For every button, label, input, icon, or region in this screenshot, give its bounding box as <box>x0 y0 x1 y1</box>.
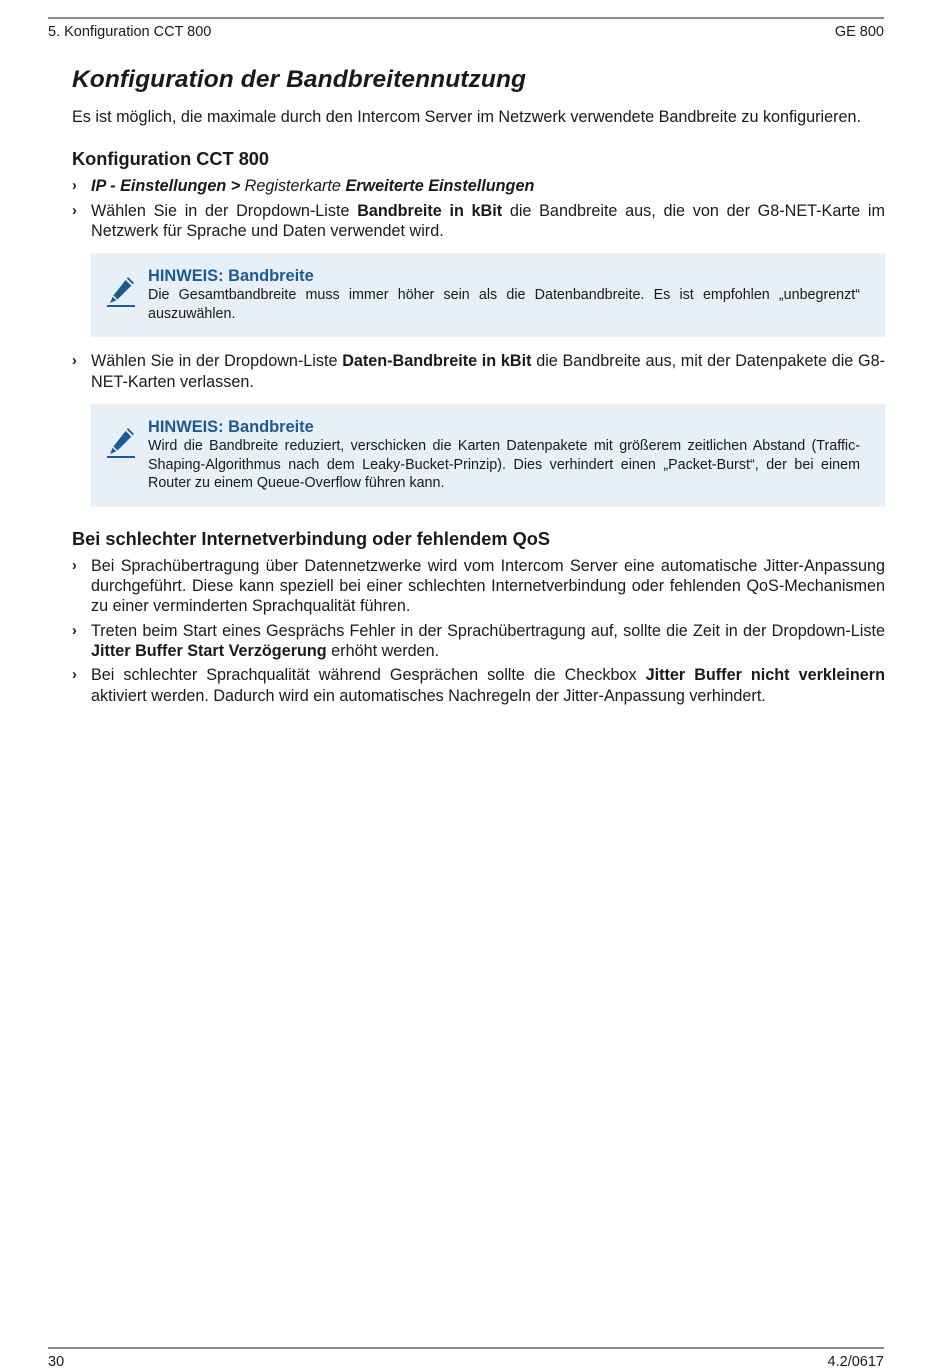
step-text: aktiviert werden. Dadurch wird ein automatisches Nachregeln der Jitter-Anpassung verhindert. <box>91 686 766 705</box>
step-text: Treten beim Start eines Gesprächs Fehler in der Sprachübertragung auf, sollte die Zeit in der Dropdown-Liste <box>91 621 885 640</box>
step-marker: › <box>72 178 77 195</box>
header-rule <box>48 17 884 19</box>
step-text: Bei Sprachübertragung über Datennetzwerke wird vom Intercom Server eine automatische Jitter-Anpassung durchgeführt. Diese kann speziell bei einer schlechten Internetverbindung oder fehlenden QoS-Mechanismen zu einer verminderten Sprachqualität führen. <box>91 556 885 616</box>
tab-erweiterte-einstellungen: Erweiterte Einstellungen <box>345 177 535 196</box>
page-title: Konfiguration der Bandbreitennutzung <box>72 66 527 93</box>
menu-ip-einstellungen: IP - Einstellungen <box>91 177 227 196</box>
note-box-2 <box>91 404 885 507</box>
note-title: HINWEIS: Bandbreite <box>148 417 314 436</box>
section-heading-qos: Bei schlechter Internetverbindung oder fehlendem QoS <box>72 528 551 549</box>
step-text: Wählen Sie in der Dropdown-Liste <box>91 352 343 371</box>
menu-separator: > <box>226 177 245 196</box>
step-marker: › <box>72 353 77 370</box>
step-text: die Bandbreite aus, mit der Datenpakete die G8-NET-Karten verlassen. <box>91 352 885 391</box>
step-text: Wählen Sie in der Dropdown-Liste <box>91 201 358 220</box>
tab-prefix: Registerkarte <box>244 177 346 196</box>
footer-rule <box>48 1347 884 1349</box>
step-menu-path <box>72 176 885 196</box>
page-content <box>72 66 885 710</box>
note-box-1 <box>91 253 885 337</box>
step-jitter-start <box>72 621 885 662</box>
dropdown-daten-bandbreite-label: Daten-Bandbreite in kBit <box>342 352 532 371</box>
document-version: 4.2/0617 <box>827 1354 884 1370</box>
dropdown-jitter-start-label: Jitter Buffer Start Verzögerung <box>91 641 327 660</box>
note-text: Die Gesamtbandbreite muss immer höher sein als die Datenbandbreite. Es ist empfohlen „unbegrenzt“ auszuwählen. <box>148 287 860 322</box>
section-heading-cct800: Konfiguration CCT 800 <box>72 149 270 170</box>
header-chapter: 5. Konfiguration CCT 800 <box>48 24 212 40</box>
step-text: Bei schlechter Sprachqualität während Gesprächen sollte die Checkbox <box>91 666 646 685</box>
step-marker: › <box>72 667 77 684</box>
page-number: 30 <box>48 1354 65 1370</box>
note-text: Wird die Bandbreite reduziert, verschicken die Karten Datenpakete mit größerem zeitlichen Abstand (Traffic-Shaping-Algorithmus nach dem Leaky-Bucket-Prinzip). Dies verhindert einen „Packet-Burst“, der bei einem Router zu einem Queue-Overflow führen kann. <box>148 437 860 492</box>
step-marker: › <box>72 622 77 639</box>
header-product: GE 800 <box>834 24 884 40</box>
step-text: die Bandbreite aus, die von der G8-NET-Karte im Netzwerk für Sprache und Daten verwendet wird. <box>91 201 885 240</box>
step-jitter-checkbox <box>72 665 885 706</box>
intro-paragraph: Es ist möglich, die maximale durch den Intercom Server im Netzwerk verwendete Bandbreite zu konfigurieren. <box>72 108 862 126</box>
pencil-note-icon <box>106 275 136 307</box>
step-jitter-anpassung <box>72 556 885 617</box>
step-marker: › <box>72 202 77 219</box>
dropdown-bandbreite-label: Bandbreite in kBit <box>357 201 503 220</box>
step-bandbreite <box>72 201 885 242</box>
checkbox-jitter-label: Jitter Buffer nicht verkleinern <box>645 666 885 685</box>
step-daten-bandbreite <box>72 351 885 392</box>
note-title: HINWEIS: Bandbreite <box>148 267 314 286</box>
pencil-note-icon <box>106 426 136 458</box>
step-marker: › <box>72 557 77 574</box>
step-text: erhöht werden. <box>326 641 440 660</box>
